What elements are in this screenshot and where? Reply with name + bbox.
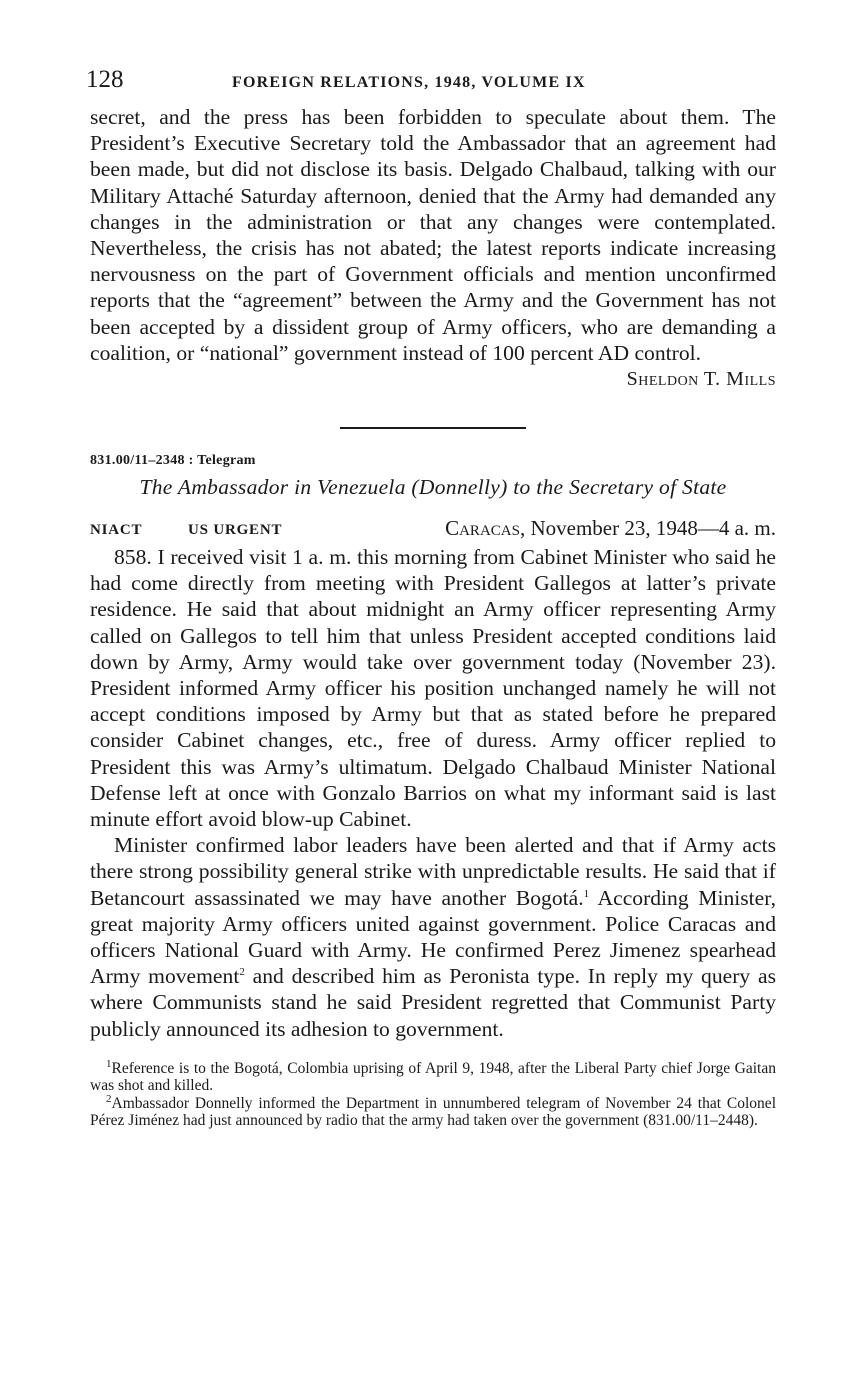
footnote-ref-1[interactable]: 1 [583,887,590,900]
footnote-ref-2[interactable]: 2 [239,966,245,979]
dateline-row [90,516,776,544]
dateline [445,516,776,541]
footnote-1 [90,1057,776,1095]
footnotes [90,1057,776,1130]
running-title: FOREIGN RELATIONS, 1948, VOLUME IX [232,74,586,91]
dateline-place: Caracas, [445,516,526,541]
priority-label-urgent: US URGENT [188,522,283,539]
telegram-paragraph-1: 858. I received visit 1 a. m. this morning from Cabinet Minister who said he had come directly from meeting with President Gallegos at latter’s private residence. He said that about midnight an Army officer representing Army called on Gallegos to tell him that unless President accepted conditions laid down by Army, Army would take over government today (November 23). President informed Army officer his position unchanged namely he will not accept conditions imposed by Army but that as stated before he prepared consider Cabinet changes, etc., free of duress. Army officer replied to President this was Army’s ultimatum. Delgado Chalbaud Minister National Defense left at once with Gonzalo Barrios on what my informant said is last minute effort avoid blow-up Cabinet. [90,545,776,832]
footnote-mark: 2 [106,1092,112,1105]
dateline-date: November 23, 1948—4 a. m. [525,516,776,541]
page-number: 128 [86,66,124,93]
paragraph-2-part-a: Minister confirmed labor leaders have been alerted and that if Army acts there strong possibility general strike with unpredictable results. He said that if Betancourt assassinated we may have another Bogotá. [90,833,776,910]
footnote-text: Ambassador Donnelly informed the Department in unnumbered telegram of November 24 that Colonel Pérez Jiménez had just announced by radio that the army had taken over the government (831.00/11–2448). [90,1094,776,1130]
paragraph-2-part-b: According Minister, great majority Army officers united against government. Police Caracas and officers National Guard with Army. He confirmed Perez Jimenez spearhead Army movement [90,885,776,989]
footnote-text: Reference is to the Bogotá, Colombia uprising of April 9, 1948, after the Liberal Party chief Jorge Gaitan was shot and killed. [90,1059,776,1095]
document-page [86,66,776,1130]
footnote-mark: 1 [106,1057,112,1070]
section-divider [340,427,526,429]
running-head [86,66,776,96]
document-title: The Ambassador in Venezuela (Donnelly) to the Secretary of State [139,475,727,500]
signature: Sheldon T. Mills [626,368,776,391]
paragraph-2-part-c: and described him as Peronista type. In reply my query as where Communists stand he said President regretted that Communist Party publicly announced its adhesion to government. [90,964,776,1041]
priority-label-niact: NIACT [90,522,143,539]
footnote-2 [90,1092,776,1130]
telegram-paragraph-2 [90,832,776,1042]
continuation-paragraph: secret, and the press has been forbidden to speculate about them. The President’s Executive Secretary told the Ambassador that an agreement had been made, but did not disclose its basis. Delgado Chalbaud, talking with our Military Attaché Saturday afternoon, denied that the Army had demanded any changes in the administration or that any changes were contemplated. Nevertheless, the crisis has not abated; the latest reports indicate increasing nervousness on the part of Government officials and mention unconfirmed reports that the “agreement” between the Army and the Government has not been accepted by a dissident group of Army officers, who are demanding a coalition, or “national” government instead of 100 percent AD control. [90,105,776,365]
file-reference: 831.00/11–2348 : Telegram [90,453,256,469]
